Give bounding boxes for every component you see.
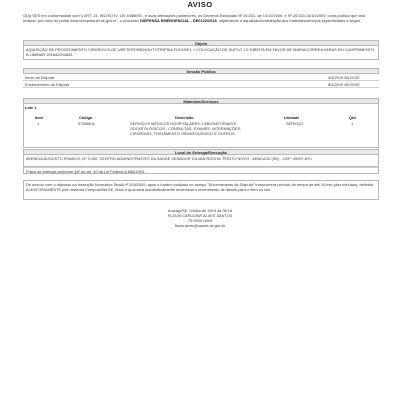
intro-text-b: , objetivando a aquisição/contratação dos materiais/serviços especificados a seguir. — [216, 18, 361, 24]
intro-paragraph — [23, 13, 379, 23]
sessao-row-value: 8/4/2019 08:20:00 — [328, 82, 360, 87]
sessao-row-encerramento — [23, 81, 379, 88]
local-header: Local de Entrega/Execução — [23, 149, 379, 155]
cell-unidade: SERVIÇO — [286, 121, 304, 126]
footer-phone: 79 0000-0000 — [187, 218, 212, 223]
sessao-row-inicio — [23, 74, 379, 81]
lote-label: Lote 1 — [25, 105, 37, 110]
col-qtd: Qtd — [349, 115, 356, 120]
local-address: AVENIDA AUGUSTO FRANCO, Nº 3.150, CENTRO ADMINISTRATIVO DA SAÚDE SENADOR GILVAN ROCHA, PONTO NOVO - ARACAJU (SE) - CEP: 49097-670 — [23, 155, 379, 167]
sessao-publica-header: Sessão Pública — [23, 68, 379, 74]
sessao-row-label: Início da Disputa — [25, 75, 54, 80]
sessao-row-label: Encerramento da Disputa — [25, 82, 70, 87]
footer-place-date: Aracaju/SE, 04/Abr de 2019 às 08:16 — [167, 208, 233, 213]
cell-qtd: 1 — [351, 121, 354, 126]
sessao-row-value: 4/4/2019 08:20:00 — [328, 75, 360, 80]
cell-codigo: 375886-8 — [78, 121, 95, 126]
cell-descricao: SERVIÇOS MÉDICOS HOSPITALARES, LABORATORIAIS E ODONTOLÓGICOS - CONSULTAS, EXAMES, INTERNAÇÕES, CIRURGIAS, TRATAMENTO ODONTOLÓGICO E OUTROS. — [130, 121, 242, 136]
objeto-text: AQUISIÇÃO DE PROCEDIMENTO CIRÚRGICO DE URETEROREINOLITOTRIPSIA FLEXÍVEL + COLOCAÇÃO DE DUPLO J E DIREITA EM FAVOR DE MARIA CORREA VARAS EM CUMPRIMENTO A LIMINAR 201842004803. — [23, 46, 379, 60]
process-number: DISPENSA EMERGENCIAL - DE0122/2019 — [139, 18, 217, 24]
page-title: AVISO — [187, 0, 213, 9]
intro-text-a: O(A) SES em conformidade com o ART. 24, INCISO IV, LEI 8.666/93 , e suas alterações posteriores, os Decretos Estaduais Nº 26.531, de 14/10/2009, e Nº 26.533 15/10/2009, torna público que fará realizar, por meio do portal www.comprasnet.se.gov.br , o processo — [23, 13, 366, 24]
col-item: Item — [35, 115, 43, 120]
footer-name: FLÁVIA CAROLINE ALVES SANTOS — [167, 213, 233, 218]
col-codigo: Código — [79, 115, 93, 120]
materiais-header: Materiais/Serviços — [23, 98, 379, 104]
col-descricao: Descrição — [175, 115, 194, 120]
col-unidade: Unidade — [284, 115, 300, 120]
disputa-note: De acordo com o disposto na Instrução Normativa Seadi nº 004/2009, após o horário indicado no campo "Encerramento da Disputa" transcorrerá período de tempo de até 10 min (dez minutos), definido ALEATORIAMENTE pelo sistema ComprasNet.SE, findo o qual será automaticamente encerrada o recebimento de lances para o item ou lote. — [23, 180, 379, 200]
local-prazo: Prazo de entrega conforme §4º do art. 40 da Lei Federal 8.666/1993. — [23, 167, 379, 174]
footer-email: flavia.alves@saude.se.gov.br — [174, 223, 226, 228]
cell-item: 1 — [37, 121, 40, 126]
objeto-header: Objeto — [23, 40, 379, 46]
